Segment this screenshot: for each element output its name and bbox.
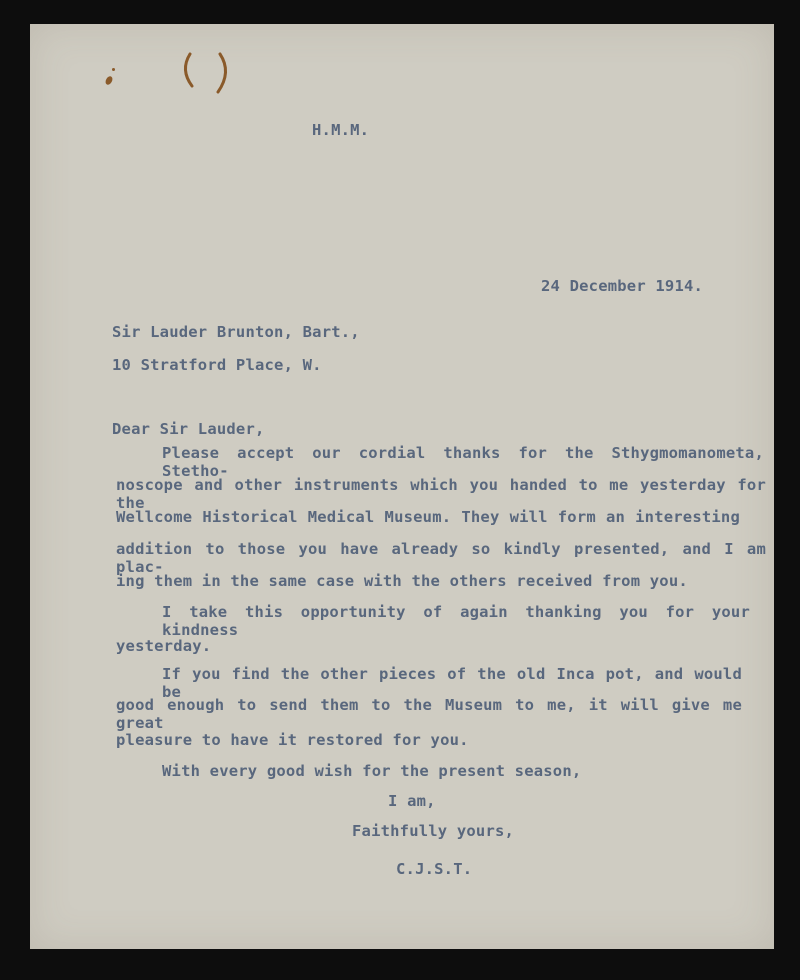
body-line: noscope and other instruments which you handed to me yesterday for the bbox=[116, 476, 766, 512]
body-line: I take this opportunity of again thanking you for your kindness bbox=[162, 603, 750, 639]
body-line: addition to those you have already so kindly presented, and I am plac- bbox=[116, 540, 766, 576]
recipient-name: Sir Lauder Brunton, Bart., bbox=[112, 323, 360, 341]
salutation: Dear Sir Lauder, bbox=[112, 420, 265, 438]
signature-initials: C.J.S.T. bbox=[396, 860, 473, 878]
closing-faithfully: Faithfully yours, bbox=[352, 822, 515, 840]
body-line: ing them in the same case with the others received from you. bbox=[116, 572, 688, 590]
ink-stain-mark bbox=[178, 48, 236, 98]
body-line: pleasure to have it restored for you. bbox=[116, 731, 469, 749]
ink-speck bbox=[112, 68, 115, 71]
body-line: yesterday. bbox=[116, 637, 212, 655]
header-initials: H.M.M. bbox=[312, 121, 370, 139]
body-line: If you find the other pieces of the old Inca pot, and would be bbox=[162, 665, 742, 701]
body-line: Wellcome Historical Medical Museum. They will form an interesting bbox=[116, 508, 740, 526]
body-line: good enough to send them to the Museum to me, it will give me great bbox=[116, 696, 742, 732]
recipient-address: 10 Stratford Place, W. bbox=[112, 356, 322, 374]
letter-date: 24 December 1914. bbox=[541, 277, 704, 295]
body-line: With every good wish for the present season, bbox=[162, 762, 582, 780]
body-line: Please accept our cordial thanks for the Sthygmomanometa, Stetho- bbox=[162, 444, 764, 480]
ink-speck bbox=[104, 75, 114, 86]
closing-i-am: I am, bbox=[388, 792, 436, 810]
